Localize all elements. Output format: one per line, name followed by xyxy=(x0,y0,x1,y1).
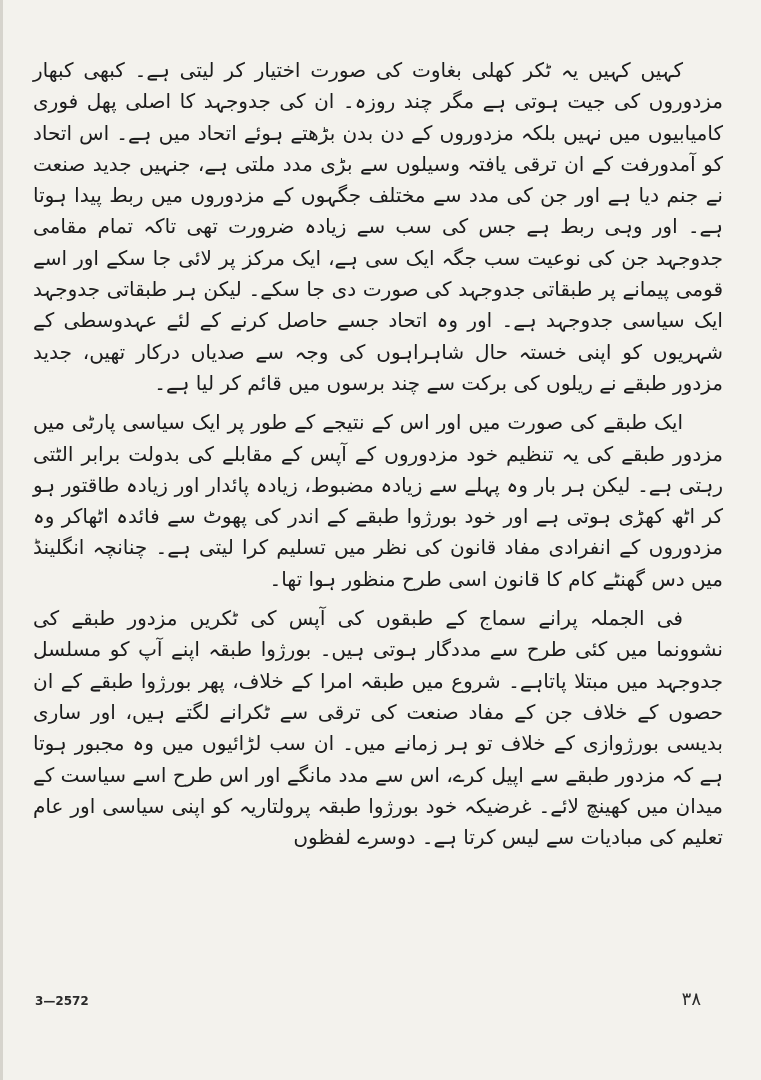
paragraph-1: کہیں کہیں یہ ٹکر کھلی بغاوت کی صورت اختیار کر لیتی ہے۔ کبھی کبھار مزدوروں کی جیت ہوتی ہے مگر چند روزہ۔ ان کی جدوجہد کا اصلی پھل فوری کامیابیوں میں نہیں بلکہ مزدوروں کے دن بدن بڑھتے ہوئے اتحاد میں ہے۔ اس اتحاد کو آمدورفت کے ان ترقی یافتہ وسیلوں سے بڑی مدد ملتی ہے، جنہیں جدید صنعت نے جنم دیا ہے اور جن کی مدد سے مختلف جگہوں کے مزدوروں میں ربط پیدا ہوتا ہے۔ اور وہی ربط ہے جس کی سب سے زیادہ ضرورت تھی تاکہ تمام مقامی جدوجہد جن کی نوعیت سب جگہ ایک سی ہے، ایک مرکز پر لائی جا سکے اور اسے قومی پیمانے پر طبقاتی جدوجہد کی صورت دی جا سکے۔ لیکن ہر طبقاتی جدوجہد ایک سیاسی جدوجہد ہے۔ اور وہ اتحاد جسے حاصل کرنے کے لئے عہدوسطی کے شہریوں کو اپنی خستہ حال شاہراہوں کی وجہ سے صدیاں درکار تھیں، جدید مزدور طبقے نے ریلوں کی برکت سے چند برسوں میں قائم کر لیا ہے۔ xyxy=(33,58,723,395)
paragraph-2: ایک طبقے کی صورت میں اور اس کے نتیجے کے طور پر ایک سیاسی پارٹی میں مزدور طبقے کی یہ تنظیم خود مزدوروں کے آپس کے مقابلے کی بدولت برابر الٹتی رہتی ہے۔ لیکن ہر بار وہ پہلے سے زیادہ مضبوط، زیادہ پائدار اور زیادہ طاقتور ہو کر اٹھ کھڑی ہوتی ہے اور خود بورژوا طبقے کے اندر کی پھوٹ سے فائدہ اٹھاکر وہ مزدوروں کے انفرادی مفاد قانون کی نظر میں تسلیم کرا لیتی ہے۔ چنانچہ انگلینڈ میں دس گھنٹے کام کا قانون اسی طرح منظور ہوا تھا۔ xyxy=(33,410,723,591)
paragraph-3: فی الجملہ پرانے سماج کے طبقوں کی آپس کی ٹکریں مزدور طبقے کی نشوونما میں کئی طرح سے مددگار ہوتی ہیں۔ بورژوا طبقہ اپنے آپ کو مسلسل جدوجہد میں مبتلا پاتاہے۔ شروع میں طبقہ امرا کے خلاف، پھر بورژوا طبقے کے ان حصوں کے خلاف جن کے مفاد صنعت کی ترقی سے ٹکرانے لگتے ہیں، اور ساری بدیسی بورژوازی کے خلاف تو ہر زمانے میں۔ ان سب لڑائیوں میں وہ مجبور ہوتا ہے کہ مزدور طبقے سے اپیل کرے، اس سے مدد مانگے اور اس طرح اسے سیاست کے میدان میں کھینچ لائے۔ غرضیکہ خود بورژوا طبقہ پرولتاریہ کو اپنی سیاسی اور عام تعلیم کی مبادیات سے لیس کرتا ہے۔ دوسرے لفظوں xyxy=(33,606,723,850)
body-text xyxy=(33,55,723,853)
page-number: ۳۸ xyxy=(681,989,701,1010)
signature-mark: 3—2572 xyxy=(35,994,89,1008)
